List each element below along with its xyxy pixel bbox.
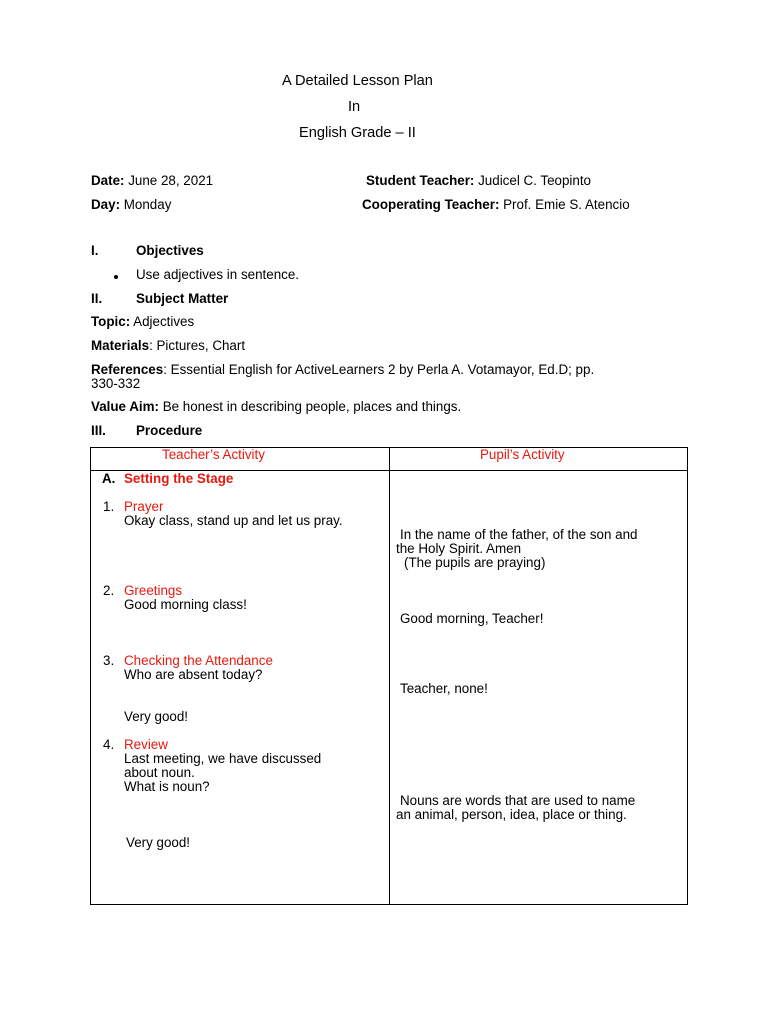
- cooperating-teacher-label: Cooperating Teacher:: [362, 197, 500, 212]
- pupil-line: an animal, person, idea, place or thing.: [396, 807, 627, 822]
- step-number: 2.: [103, 583, 115, 598]
- teacher-line: Last meeting, we have discussed: [124, 751, 322, 766]
- student-teacher-line: [366, 173, 591, 189]
- teacher-activity-header: Teacher’s Activity: [162, 447, 265, 462]
- section-title: Setting the Stage: [124, 471, 234, 486]
- date-label: Date:: [91, 173, 125, 188]
- day-line: [91, 197, 171, 213]
- value-aim-value: Be honest in describing people, places and things.: [158, 399, 462, 414]
- pupil-line: In the name of the father, of the son and: [400, 527, 638, 542]
- objective-item: Use adjectives in sentence.: [136, 267, 300, 282]
- table-column-divider: [389, 447, 390, 905]
- day-label: Day:: [91, 197, 121, 212]
- materials-line: [91, 338, 245, 354]
- step-number: 3.: [103, 653, 115, 668]
- references-value: : Essential English for ActiveLearners 2 by Perla A. Votamayor, Ed.D; pp.: [163, 362, 595, 377]
- pupil-activity-header: Pupil’s Activity: [480, 447, 565, 462]
- teacher-line: Good morning class!: [124, 597, 247, 612]
- pupil-line: Nouns are words that are used to name: [400, 793, 636, 808]
- student-teacher-value: Judicel C. Teopinto: [474, 173, 592, 188]
- teacher-line: Very good!: [126, 835, 191, 850]
- title-line-1: A Detailed Lesson Plan: [282, 73, 433, 89]
- value-aim-line: [91, 399, 461, 415]
- references-continued: 330-332: [91, 376, 141, 391]
- references-label: References: [91, 362, 164, 377]
- pupil-line: the Holy Spirit. Amen: [396, 541, 522, 556]
- procedure-heading: Procedure: [136, 423, 203, 438]
- step-title-greetings: Greetings: [124, 583, 183, 598]
- teacher-line: Who are absent today?: [124, 667, 263, 682]
- materials-value: : Pictures, Chart: [149, 338, 246, 353]
- step-number: 4.: [103, 737, 115, 752]
- date-value: June 28, 2021: [124, 173, 214, 188]
- bullet-icon: [114, 275, 118, 279]
- value-aim-label: Value Aim:: [91, 399, 159, 414]
- topic-value: Adjectives: [130, 314, 195, 329]
- pupil-line: (The pupils are praying): [404, 555, 546, 570]
- step-title-attendance: Checking the Attendance: [124, 653, 273, 668]
- section-letter: A.: [102, 471, 116, 486]
- date-line: [91, 173, 213, 189]
- topic-line: [91, 314, 194, 330]
- pupil-line: Teacher, none!: [400, 681, 488, 696]
- procedure-number: III.: [91, 423, 106, 438]
- student-teacher-label: Student Teacher:: [366, 173, 475, 188]
- title-line-2: In: [348, 99, 361, 115]
- teacher-line: about noun.: [124, 765, 195, 780]
- references-line: [91, 362, 594, 378]
- title-line-3: English Grade – II: [299, 125, 416, 141]
- subject-heading: Subject Matter: [136, 291, 229, 306]
- teacher-line: What is noun?: [124, 779, 210, 794]
- objectives-heading: Objectives: [136, 243, 204, 258]
- topic-label: Topic:: [91, 314, 131, 329]
- step-title-review: Review: [124, 737, 168, 752]
- cooperating-teacher-value: Prof. Emie S. Atencio: [499, 197, 630, 212]
- subject-number: II.: [91, 291, 103, 306]
- teacher-line: Very good!: [124, 709, 189, 724]
- objectives-number: I.: [91, 243, 99, 258]
- step-number: 1.: [103, 499, 115, 514]
- cooperating-teacher-line: [362, 197, 630, 213]
- teacher-line: Okay class, stand up and let us pray.: [124, 513, 343, 528]
- materials-label: Materials: [91, 338, 150, 353]
- pupil-line: Good morning, Teacher!: [400, 611, 544, 626]
- step-title-prayer: Prayer: [124, 499, 164, 514]
- day-value: Monday: [120, 197, 172, 212]
